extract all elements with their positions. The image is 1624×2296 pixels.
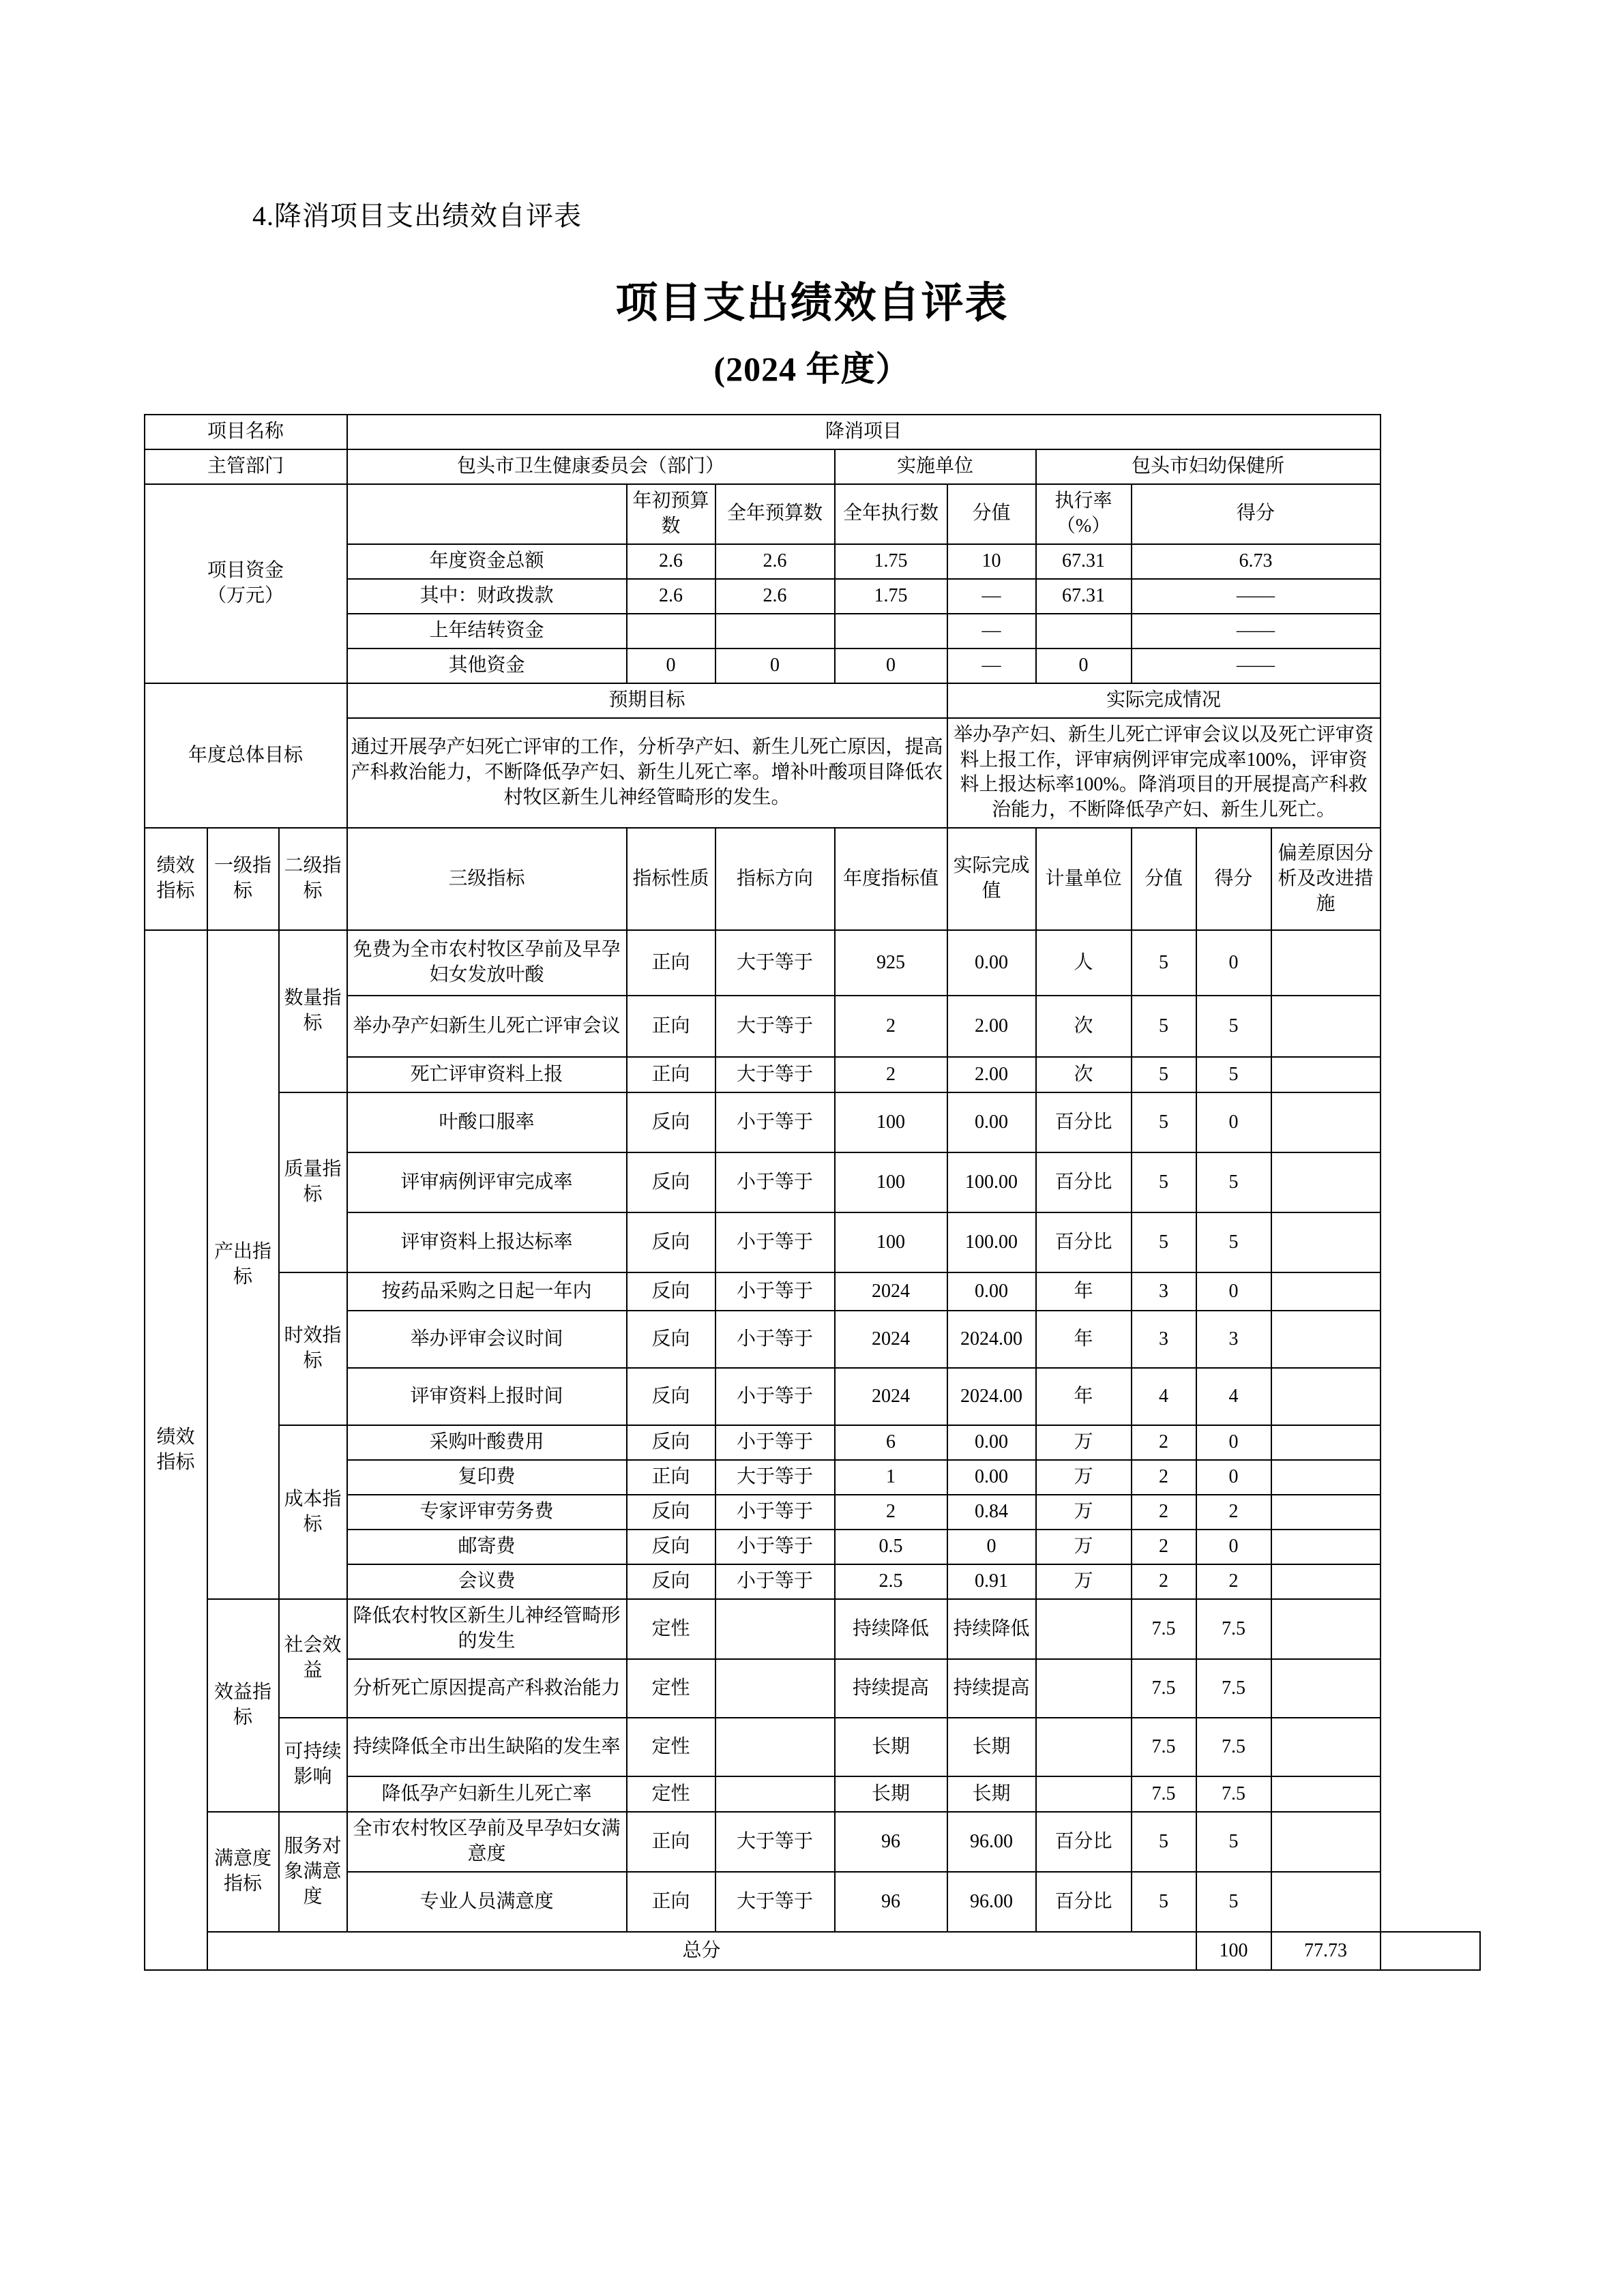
funds-header-rate: 执行率（%） [1036, 484, 1132, 544]
indicator-score: 0 [1196, 1272, 1271, 1311]
indicator-direction [715, 1718, 835, 1776]
indicator-score: 5 [1196, 1812, 1271, 1872]
indicator-direction [715, 1659, 835, 1718]
funds-row-rate: 0 [1036, 648, 1132, 683]
funds-row-rate: 67.31 [1036, 579, 1132, 614]
funds-header-weight: 分值 [947, 484, 1036, 544]
indicator-weight: 7.5 [1132, 1776, 1196, 1812]
indicator-unit: 人 [1036, 930, 1132, 996]
indicator-unit [1036, 1718, 1132, 1776]
indicator-weight: 2 [1132, 1530, 1196, 1564]
level1-output: 产出指标 [207, 930, 279, 1599]
indicator-actual: 0.00 [947, 1460, 1036, 1495]
indicator-target: 长期 [835, 1718, 947, 1776]
indicator-nature: 反向 [627, 1530, 715, 1564]
header-unit: 计量单位 [1036, 828, 1132, 930]
indicator-unit: 百分比 [1036, 1092, 1132, 1152]
header-actual: 实际完成值 [947, 828, 1036, 930]
funds-label-line2: （万元） [207, 584, 284, 606]
indicator-unit: 万 [1036, 1425, 1132, 1460]
indicator-nature: 定性 [627, 1659, 715, 1718]
indicator-nature: 反向 [627, 1311, 715, 1368]
indicator-target: 持续降低 [835, 1599, 947, 1659]
funds-row-weight: — [947, 614, 1036, 648]
indicator-direction: 大于等于 [715, 1460, 835, 1495]
indicator-unit: 万 [1036, 1495, 1132, 1530]
indicator-note [1271, 1564, 1381, 1599]
indicator-note [1271, 1368, 1381, 1425]
indicator-score: 0 [1196, 1460, 1271, 1495]
indicator-name: 降低农村牧区新生儿神经管畸形的发生 [347, 1599, 627, 1659]
indicator-direction: 大于等于 [715, 996, 835, 1057]
indicator-name: 评审资料上报时间 [347, 1368, 627, 1425]
indicator-name: 评审病例评审完成率 [347, 1152, 627, 1212]
performance-table [144, 414, 1481, 1971]
indicator-unit: 百分比 [1036, 1872, 1132, 1932]
indicator-target: 2 [835, 1057, 947, 1092]
indicator-actual: 2.00 [947, 996, 1036, 1057]
project-name-value: 降消项目 [347, 415, 1381, 449]
indicator-actual: 持续提高 [947, 1659, 1036, 1718]
indicator-name: 专家评审劳务费 [347, 1495, 627, 1530]
indicator-note [1271, 1152, 1381, 1212]
indicator-direction: 小于等于 [715, 1530, 835, 1564]
indicator-target: 100 [835, 1212, 947, 1272]
indicator-target: 2024 [835, 1311, 947, 1368]
indicator-name: 分析死亡原因提高产科救治能力 [347, 1659, 627, 1718]
header-level1: 一级指标 [207, 828, 279, 930]
indicator-name: 全市农村牧区孕前及早孕妇女满意度 [347, 1812, 627, 1872]
funds-row-year: 0 [715, 648, 835, 683]
indicator-actual: 0.84 [947, 1495, 1036, 1530]
indicator-score: 0 [1196, 930, 1271, 996]
indicator-name: 评审资料上报达标率 [347, 1212, 627, 1272]
indicator-direction: 大于等于 [715, 930, 835, 996]
indicator-score: 2 [1196, 1495, 1271, 1530]
indicator-target: 2024 [835, 1368, 947, 1425]
indicator-score: 5 [1196, 1872, 1271, 1932]
indicator-weight: 5 [1132, 1212, 1196, 1272]
indicator-unit: 万 [1036, 1564, 1132, 1599]
indicator-note [1271, 1530, 1381, 1564]
indicator-direction: 小于等于 [715, 1564, 835, 1599]
indicator-score: 5 [1196, 1057, 1271, 1092]
indicator-note [1271, 1776, 1381, 1812]
indicator-name: 死亡评审资料上报 [347, 1057, 627, 1092]
table-row [145, 1425, 1480, 1460]
indicator-nature: 反向 [627, 1092, 715, 1152]
indicator-note [1271, 1212, 1381, 1272]
page-subtitle: (2024 年度） [713, 350, 911, 388]
table-row [145, 1812, 1480, 1872]
indicator-weight: 4 [1132, 1368, 1196, 1425]
indicator-note [1271, 996, 1381, 1057]
level2-sustainable-impact: 可持续影响 [279, 1718, 347, 1812]
indicator-actual: 2024.00 [947, 1368, 1036, 1425]
indicator-unit: 百分比 [1036, 1812, 1132, 1872]
funds-row-rate: 67.31 [1036, 544, 1132, 579]
funds-row-exec: 1.75 [835, 579, 947, 614]
indicator-unit: 万 [1036, 1460, 1132, 1495]
indicator-score: 3 [1196, 1311, 1271, 1368]
side-label-performance: 绩效指标 [145, 930, 207, 1970]
indicator-nature: 反向 [627, 1425, 715, 1460]
indicator-weight: 3 [1132, 1311, 1196, 1368]
indicator-weight: 5 [1132, 930, 1196, 996]
indicator-nature: 正向 [627, 1460, 715, 1495]
indicator-direction: 小于等于 [715, 1425, 835, 1460]
header-deviation: 偏差原因分析及改进措施 [1271, 828, 1381, 930]
indicator-note [1271, 1057, 1381, 1092]
funds-row-weight: 10 [947, 544, 1036, 579]
indicator-note [1271, 1311, 1381, 1368]
section-heading: 4.降消项目支出绩效自评表 [252, 200, 582, 231]
indicator-name: 降低孕产妇新生儿死亡率 [347, 1776, 627, 1812]
indicator-direction [715, 1776, 835, 1812]
indicator-note [1271, 1495, 1381, 1530]
level2-quantity: 数量指标 [279, 930, 347, 1092]
indicator-unit: 次 [1036, 996, 1132, 1057]
funds-row-name: 年度资金总额 [347, 544, 627, 579]
indicator-direction: 大于等于 [715, 1872, 835, 1932]
indicator-score: 7.5 [1196, 1659, 1271, 1718]
indicator-score: 5 [1196, 1152, 1271, 1212]
indicator-target: 2 [835, 1495, 947, 1530]
header-nature: 指标性质 [627, 828, 715, 930]
funds-row-name: 其中：财政拨款 [347, 579, 627, 614]
indicator-weight: 5 [1132, 1872, 1196, 1932]
indicator-nature: 反向 [627, 1152, 715, 1212]
indicator-weight: 5 [1132, 996, 1196, 1057]
indicator-unit: 万 [1036, 1530, 1132, 1564]
indicator-name: 举办孕产妇新生儿死亡评审会议 [347, 996, 627, 1057]
indicator-note [1271, 1092, 1381, 1152]
indicator-note [1271, 1425, 1381, 1460]
funds-row-score: —— [1132, 614, 1381, 648]
funds-row-begin: 2.6 [627, 579, 715, 614]
indicator-unit: 次 [1036, 1057, 1132, 1092]
indicator-weight: 2 [1132, 1460, 1196, 1495]
header-perf-indicator: 绩效指标 [145, 828, 207, 930]
funds-row-weight: — [947, 648, 1036, 683]
header-target: 年度指标值 [835, 828, 947, 930]
indicator-target: 1 [835, 1460, 947, 1495]
dept-label: 主管部门 [145, 449, 347, 484]
indicator-actual: 0.91 [947, 1564, 1036, 1599]
indicator-direction: 小于等于 [715, 1495, 835, 1530]
total-weight: 100 [1196, 1932, 1271, 1970]
header-score: 得分 [1196, 828, 1271, 930]
funds-label-line1: 项目资金 [207, 559, 284, 581]
indicator-note [1271, 1599, 1381, 1659]
indicator-unit: 百分比 [1036, 1212, 1132, 1272]
indicator-actual: 0.00 [947, 1092, 1036, 1152]
indicator-target: 0.5 [835, 1530, 947, 1564]
indicator-actual: 长期 [947, 1776, 1036, 1812]
indicator-nature: 正向 [627, 930, 715, 996]
indicator-target: 长期 [835, 1776, 947, 1812]
indicator-name: 邮寄费 [347, 1530, 627, 1564]
funds-row-exec: 1.75 [835, 544, 947, 579]
table-row-project-name [145, 415, 1480, 449]
indicator-note [1271, 1659, 1381, 1718]
funds-col-empty [347, 484, 627, 544]
indicator-nature: 反向 [627, 1495, 715, 1530]
funds-row-begin: 2.6 [627, 544, 715, 579]
funds-row-year [715, 614, 835, 648]
indicator-direction: 小于等于 [715, 1272, 835, 1311]
indicator-nature: 定性 [627, 1599, 715, 1659]
indicator-weight: 5 [1132, 1057, 1196, 1092]
indicator-name: 免费为全市农村牧区孕前及早孕妇女发放叶酸 [347, 930, 627, 996]
level2-social-benefit: 社会效益 [279, 1599, 347, 1718]
indicator-target: 96 [835, 1812, 947, 1872]
funds-row-score: —— [1132, 579, 1381, 614]
overall-actual-header: 实际完成情况 [947, 683, 1381, 718]
table-row-dept [145, 449, 1480, 484]
header-weight: 分值 [1132, 828, 1196, 930]
overall-actual-text: 举办孕产妇、新生儿死亡评审会议以及死亡评审资料上报工作，评审病例评审完成率100%，评审资料上报达标率100%。降消项目的开展提高产科救治能力，不断降低孕产妇、新生儿死亡。 [947, 718, 1381, 829]
indicator-nature: 正向 [627, 1872, 715, 1932]
indicator-direction: 小于等于 [715, 1092, 835, 1152]
indicator-score: 2 [1196, 1564, 1271, 1599]
indicator-target: 6 [835, 1425, 947, 1460]
indicator-score: 0 [1196, 1425, 1271, 1460]
level1-benefit: 效益指标 [207, 1599, 279, 1812]
indicator-weight: 5 [1132, 1152, 1196, 1212]
funds-row-name: 其他资金 [347, 648, 627, 683]
funds-header-begin: 年初预算数 [627, 484, 715, 544]
indicator-score: 5 [1196, 1212, 1271, 1272]
funds-row-score: 6.73 [1132, 544, 1381, 579]
table-row-total [145, 1932, 1480, 1970]
indicator-score: 4 [1196, 1368, 1271, 1425]
funds-row-exec [835, 614, 947, 648]
indicator-target: 持续提高 [835, 1659, 947, 1718]
indicator-direction: 大于等于 [715, 1812, 835, 1872]
indicator-score: 0 [1196, 1530, 1271, 1564]
indicator-actual: 2024.00 [947, 1311, 1036, 1368]
indicator-name: 采购叶酸费用 [347, 1425, 627, 1460]
indicator-name: 持续降低全市出生缺陷的发生率 [347, 1718, 627, 1776]
indicator-direction: 大于等于 [715, 1057, 835, 1092]
indicator-weight: 5 [1132, 1092, 1196, 1152]
indicator-note [1271, 1812, 1381, 1872]
indicator-target: 2.5 [835, 1564, 947, 1599]
indicator-name: 会议费 [347, 1564, 627, 1599]
overall-expected-header: 预期目标 [347, 683, 947, 718]
indicator-weight: 3 [1132, 1272, 1196, 1311]
indicator-target: 100 [835, 1152, 947, 1212]
indicator-name: 举办评审会议时间 [347, 1311, 627, 1368]
indicator-direction: 小于等于 [715, 1368, 835, 1425]
indicator-actual: 96.00 [947, 1812, 1036, 1872]
indicator-name: 叶酸口服率 [347, 1092, 627, 1152]
indicator-target: 100 [835, 1092, 947, 1152]
indicator-weight: 7.5 [1132, 1718, 1196, 1776]
unit-value: 包头市妇幼保健所 [1036, 449, 1381, 484]
funds-header-score: 得分 [1132, 484, 1381, 544]
table-row [145, 1272, 1480, 1311]
indicator-weight: 2 [1132, 1495, 1196, 1530]
total-note [1381, 1932, 1480, 1970]
indicator-unit [1036, 1599, 1132, 1659]
indicator-actual: 持续降低 [947, 1599, 1036, 1659]
indicator-actual: 0.00 [947, 1425, 1036, 1460]
indicator-note [1271, 930, 1381, 996]
indicator-nature: 反向 [627, 1368, 715, 1425]
indicator-note [1271, 1872, 1381, 1932]
unit-label: 实施单位 [835, 449, 1036, 484]
overall-expected-text: 通过开展孕产妇死亡评审的工作，分析孕产妇、新生儿死亡原因，提高产科救治能力，不断降低孕产妇、新生儿死亡率。增补叶酸项目降低农村牧区新生儿神经管畸形的发生。 [347, 718, 947, 829]
indicator-score: 0 [1196, 1092, 1271, 1152]
indicator-unit: 百分比 [1036, 1152, 1132, 1212]
indicator-weight: 7.5 [1132, 1659, 1196, 1718]
level2-timeliness: 时效指标 [279, 1272, 347, 1425]
indicator-weight: 5 [1132, 1812, 1196, 1872]
indicator-score: 7.5 [1196, 1776, 1271, 1812]
indicator-name: 复印费 [347, 1460, 627, 1495]
funds-row-rate [1036, 614, 1132, 648]
table-row-overall-header [145, 683, 1480, 718]
indicator-actual: 0.00 [947, 1272, 1036, 1311]
indicator-name: 专业人员满意度 [347, 1872, 627, 1932]
indicator-direction [715, 1599, 835, 1659]
funds-row-begin: 0 [627, 648, 715, 683]
funds-row-begin [627, 614, 715, 648]
table-row [145, 930, 1480, 996]
header-level3: 三级指标 [347, 828, 627, 930]
level2-service-satisfaction: 服务对象满意度 [279, 1812, 347, 1932]
indicator-score: 7.5 [1196, 1718, 1271, 1776]
funds-row-weight: — [947, 579, 1036, 614]
level2-quality: 质量指标 [279, 1092, 347, 1272]
indicator-weight: 2 [1132, 1564, 1196, 1599]
funds-header-exec: 全年执行数 [835, 484, 947, 544]
indicator-unit: 年 [1036, 1272, 1132, 1311]
page-title: 项目支出绩效自评表 [615, 280, 1009, 327]
funds-label [145, 484, 347, 683]
project-name-label: 项目名称 [145, 415, 347, 449]
indicator-weight: 7.5 [1132, 1599, 1196, 1659]
dept-value: 包头市卫生健康委员会（部门） [347, 449, 835, 484]
funds-row-year: 2.6 [715, 544, 835, 579]
indicator-actual: 2.00 [947, 1057, 1036, 1092]
table-row [145, 1599, 1480, 1659]
indicator-score: 7.5 [1196, 1599, 1271, 1659]
funds-row-name: 上年结转资金 [347, 614, 627, 648]
indicator-nature: 定性 [627, 1776, 715, 1812]
indicator-target: 2024 [835, 1272, 947, 1311]
indicator-nature: 正向 [627, 1812, 715, 1872]
indicator-actual: 长期 [947, 1718, 1036, 1776]
funds-row-year: 2.6 [715, 579, 835, 614]
indicator-target: 96 [835, 1872, 947, 1932]
indicator-note [1271, 1272, 1381, 1311]
indicator-unit: 年 [1036, 1311, 1132, 1368]
table-row-indicator-header [145, 828, 1480, 930]
indicator-nature: 反向 [627, 1212, 715, 1272]
funds-row-score: —— [1132, 648, 1381, 683]
indicator-weight: 2 [1132, 1425, 1196, 1460]
level2-cost: 成本指标 [279, 1425, 347, 1599]
indicator-actual: 100.00 [947, 1152, 1036, 1212]
indicator-unit: 年 [1036, 1368, 1132, 1425]
indicator-actual: 0 [947, 1530, 1036, 1564]
indicator-score: 5 [1196, 996, 1271, 1057]
indicator-nature: 正向 [627, 1057, 715, 1092]
indicator-direction: 小于等于 [715, 1311, 835, 1368]
indicator-actual: 100.00 [947, 1212, 1036, 1272]
indicator-direction: 小于等于 [715, 1152, 835, 1212]
indicator-nature: 定性 [627, 1718, 715, 1776]
indicator-unit [1036, 1776, 1132, 1812]
total-score: 77.73 [1271, 1932, 1381, 1970]
indicator-note [1271, 1718, 1381, 1776]
indicator-nature: 反向 [627, 1272, 715, 1311]
indicator-actual: 96.00 [947, 1872, 1036, 1932]
indicator-note [1271, 1460, 1381, 1495]
indicator-nature: 正向 [627, 996, 715, 1057]
total-label: 总分 [207, 1932, 1196, 1970]
level1-satisfaction: 满意度指标 [207, 1812, 279, 1932]
header-level2: 二级指标 [279, 828, 347, 930]
funds-header-year: 全年预算数 [715, 484, 835, 544]
indicator-target: 2 [835, 996, 947, 1057]
header-direction: 指标方向 [715, 828, 835, 930]
indicator-target: 925 [835, 930, 947, 996]
indicator-nature: 反向 [627, 1564, 715, 1599]
performance-table-wrap [144, 414, 1481, 1971]
indicator-name: 按药品采购之日起一年内 [347, 1272, 627, 1311]
overall-label: 年度总体目标 [145, 683, 347, 829]
table-row-funds-header [145, 484, 1480, 544]
indicator-direction: 小于等于 [715, 1212, 835, 1272]
funds-row-exec: 0 [835, 648, 947, 683]
indicator-unit [1036, 1659, 1132, 1718]
table-row [145, 1092, 1480, 1152]
table-row [145, 1718, 1480, 1776]
indicator-actual: 0.00 [947, 930, 1036, 996]
